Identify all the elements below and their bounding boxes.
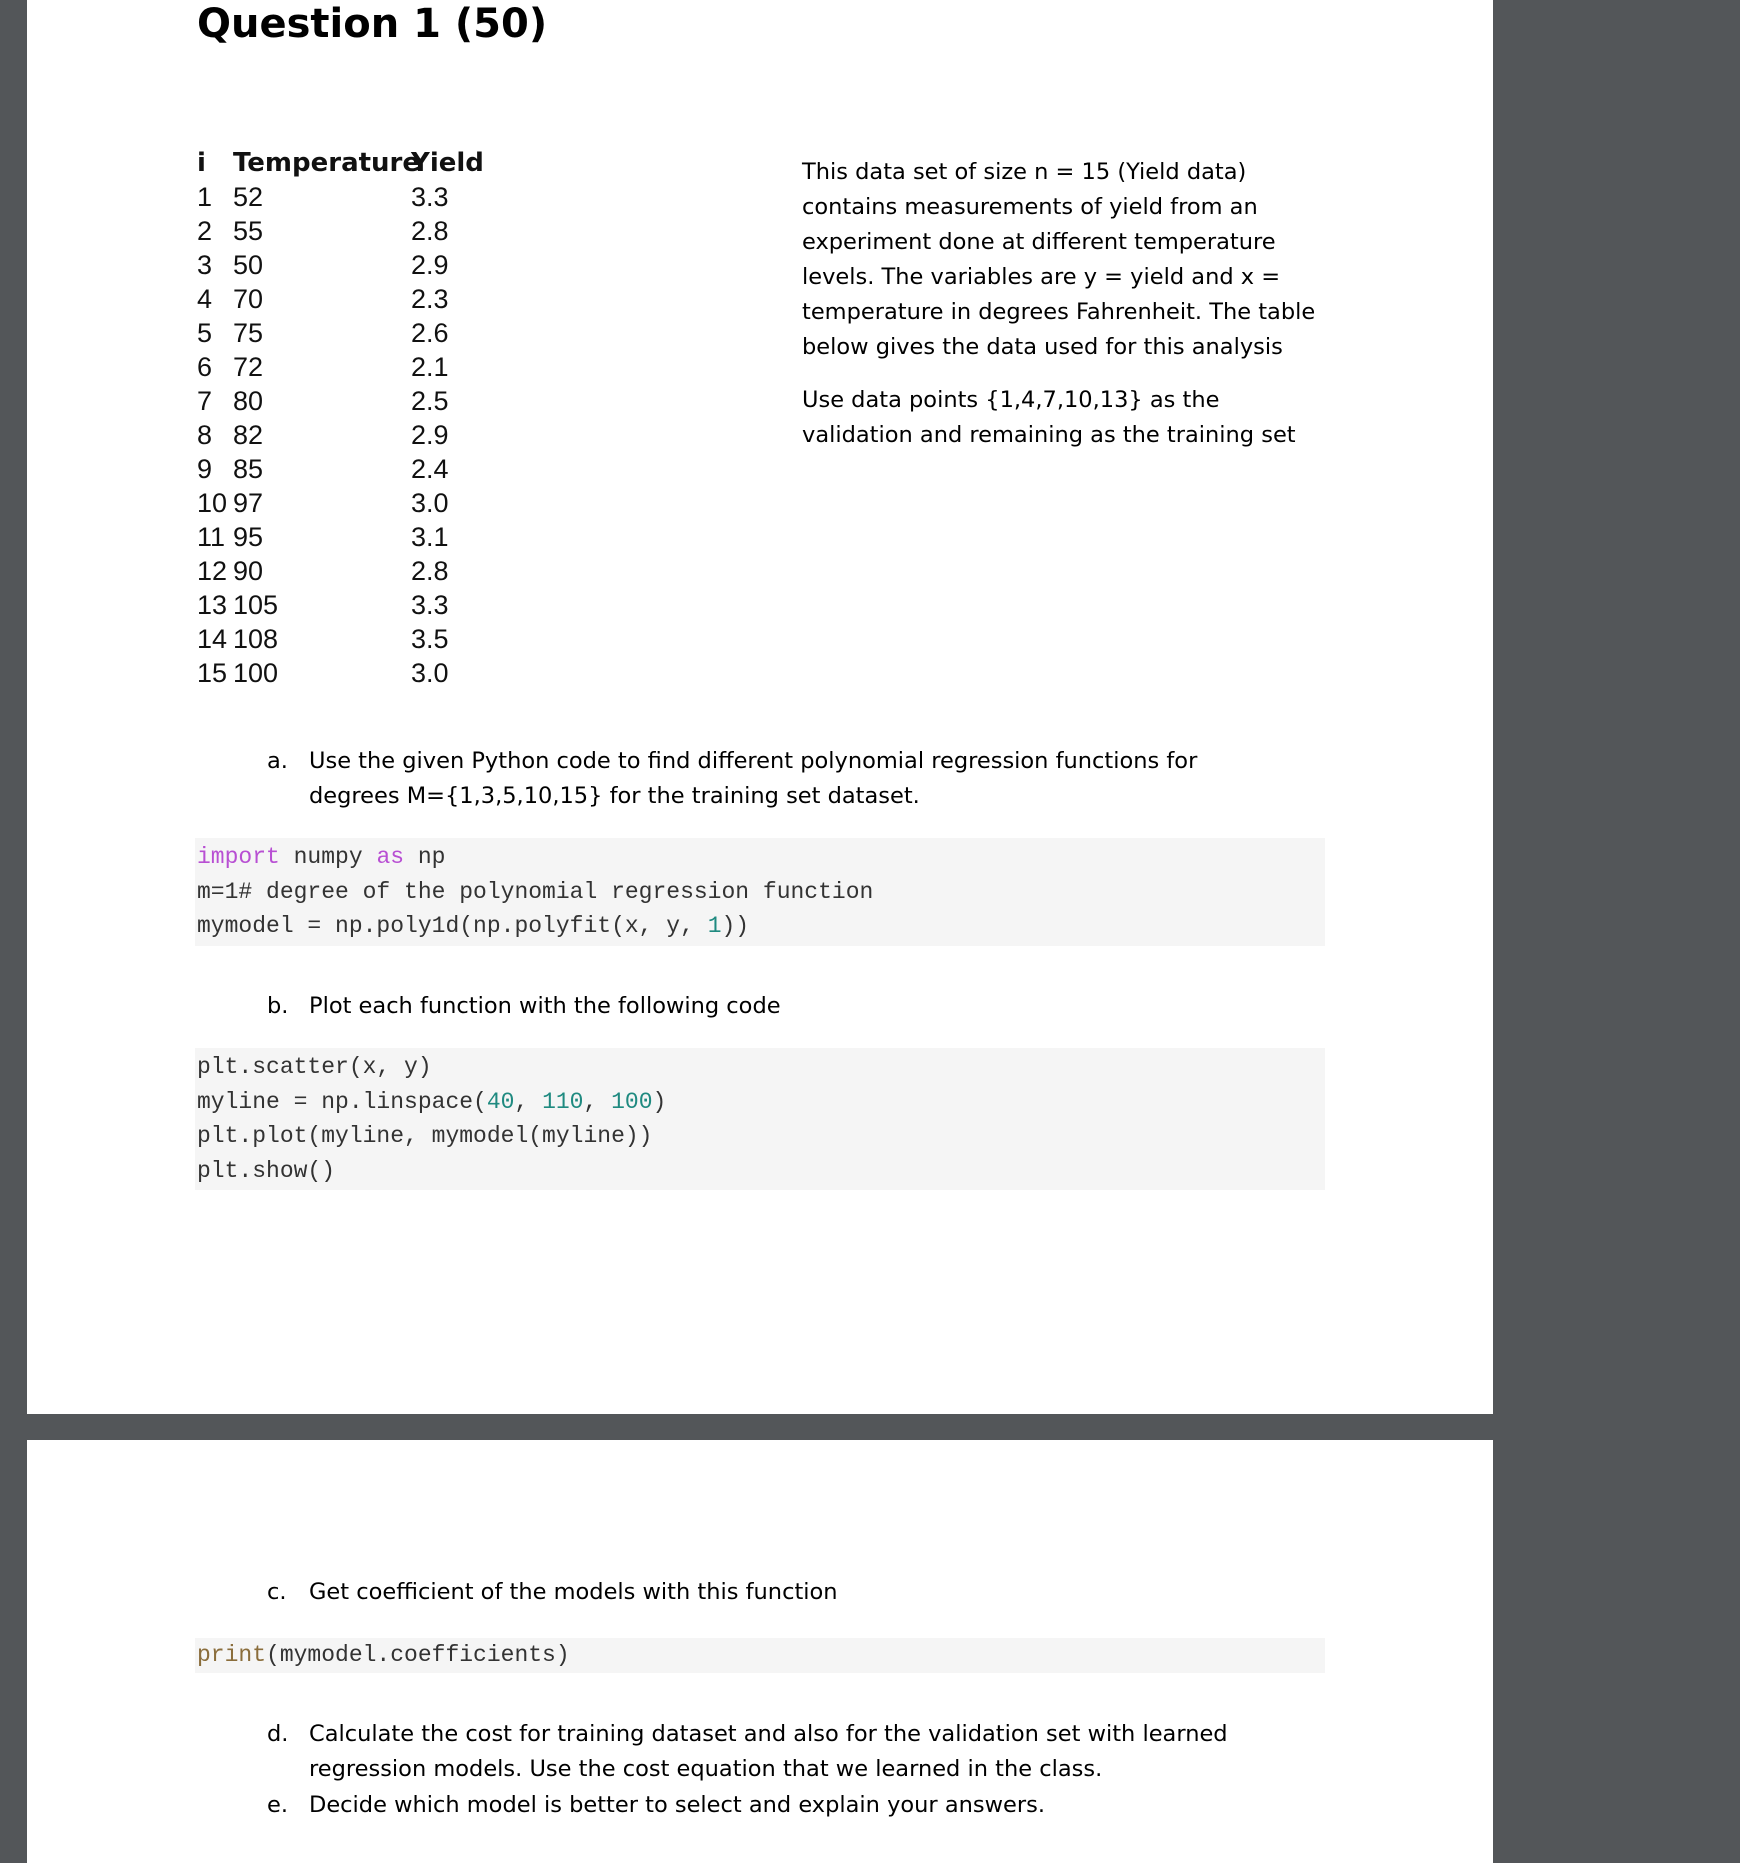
code-text: myline = np.linspace( <box>197 1088 487 1115</box>
item-d-label: d. <box>267 1721 289 1747</box>
item-b <box>267 989 1287 1024</box>
cell-i: 4 <box>197 284 213 314</box>
cell-i: 8 <box>197 420 213 450</box>
code-function: print <box>197 1642 267 1668</box>
code-text: np <box>404 844 446 870</box>
code-text: , <box>514 1088 543 1115</box>
table-row <box>197 248 491 282</box>
table-body <box>197 180 491 690</box>
code-line <box>195 840 1325 875</box>
cell-yield: 2.6 <box>411 318 449 348</box>
cell-yield: 2.9 <box>411 420 449 450</box>
table-row <box>197 384 491 418</box>
item-d <box>267 1717 1307 1787</box>
code-line <box>195 909 1325 944</box>
code-line <box>195 1085 1325 1120</box>
code-number: 110 <box>542 1088 584 1115</box>
cell-i: 9 <box>197 454 213 484</box>
item-d-text: Calculate the cost for training dataset and also for the validation set with learned regression models. Use the cost equation that we learned in the class. <box>309 1721 1228 1782</box>
cell-temperature: 90 <box>233 556 264 586</box>
page-2 <box>27 1440 1493 1863</box>
header-i: i <box>197 148 206 178</box>
cell-i: 2 <box>197 216 213 246</box>
cell-i: 12 <box>197 556 228 586</box>
cell-i: 7 <box>197 386 213 416</box>
table-row <box>197 452 491 486</box>
cell-temperature: 85 <box>233 454 264 484</box>
cell-i: 1 <box>197 182 213 212</box>
cell-temperature: 82 <box>233 420 264 450</box>
table-row <box>197 656 491 690</box>
code-text: numpy <box>279 844 377 870</box>
item-e-text: Decide which model is better to select and explain your answers. <box>309 1792 1045 1818</box>
table-row <box>197 316 491 350</box>
code-keyword: as <box>376 844 405 870</box>
cell-temperature: 97 <box>233 488 264 518</box>
table-row <box>197 622 491 656</box>
item-a <box>267 744 1287 814</box>
cell-temperature: 95 <box>233 522 264 552</box>
page-1 <box>27 0 1493 1414</box>
cell-temperature: 55 <box>233 216 264 246</box>
cell-yield: 3.5 <box>411 624 449 654</box>
code-line: plt.show() <box>197 1157 336 1184</box>
cell-i: 6 <box>197 352 213 382</box>
table-row <box>197 180 491 214</box>
table-row <box>197 520 491 554</box>
code-text: (mymodel.coefficients) <box>266 1642 570 1668</box>
item-b-label: b. <box>267 993 289 1019</box>
cell-i: 5 <box>197 318 213 348</box>
cell-i: 13 <box>197 590 228 620</box>
code-block-b <box>195 1048 1325 1190</box>
code-text: )) <box>721 913 750 939</box>
code-block-a <box>195 838 1325 946</box>
item-a-label: a. <box>267 748 288 774</box>
cell-temperature: 108 <box>233 624 279 654</box>
code-line: m=1# degree of the polynomial regression function <box>197 878 874 905</box>
cell-yield: 3.1 <box>411 522 449 552</box>
code-number: 100 <box>611 1088 653 1115</box>
header-yield: Yield <box>411 148 484 178</box>
header-temperature: Temperature <box>233 148 421 178</box>
code-text: ) <box>652 1088 667 1115</box>
cell-temperature: 100 <box>233 658 279 688</box>
cell-yield: 3.3 <box>411 590 449 620</box>
cell-yield: 3.3 <box>411 182 449 212</box>
cell-yield: 2.8 <box>411 556 449 586</box>
code-line <box>195 1638 1325 1673</box>
cell-yield: 2.3 <box>411 284 449 314</box>
table-row <box>197 486 491 520</box>
question-title: Question 1 (50) <box>197 1 548 47</box>
code-keyword: import <box>197 844 280 870</box>
cell-yield: 2.1 <box>411 352 449 382</box>
item-b-text: Plot each function with the following code <box>309 993 781 1019</box>
cell-temperature: 75 <box>233 318 264 348</box>
code-number: 1 <box>707 913 722 939</box>
cell-i: 14 <box>197 624 228 654</box>
cell-temperature: 80 <box>233 386 264 416</box>
cell-temperature: 50 <box>233 250 264 280</box>
cell-temperature: 72 <box>233 352 264 382</box>
code-text: , <box>583 1088 612 1115</box>
cell-yield: 3.0 <box>411 658 449 688</box>
cell-temperature: 105 <box>233 590 279 620</box>
code-number: 40 <box>486 1088 515 1115</box>
table-row <box>197 554 491 588</box>
description-paragraph-2: Use data points {1,4,7,10,13} as the validation and remaining as the training set <box>802 387 1296 448</box>
description-paragraph-1: This data set of size n = 15 (Yield data) contains measurements of yield from an experiment done at different temperature levels. The variables are y = yield and x = temperature in degrees Fahrenheit. The table below gives the data used for this analysis <box>802 159 1316 360</box>
cell-i: 3 <box>197 250 213 280</box>
cell-yield: 2.4 <box>411 454 449 484</box>
item-c-text: Get coefficient of the models with this function <box>309 1579 838 1605</box>
cell-i: 15 <box>197 658 228 688</box>
cell-yield: 3.0 <box>411 488 449 518</box>
table-row <box>197 214 491 248</box>
data-table <box>197 146 491 690</box>
code-line: plt.plot(myline, mymodel(myline)) <box>197 1123 653 1149</box>
table-row <box>197 418 491 452</box>
cell-temperature: 52 <box>233 182 264 212</box>
cell-yield: 2.5 <box>411 386 449 416</box>
table-header <box>197 146 491 180</box>
table-row <box>197 350 491 384</box>
code-line: plt.scatter(x, y) <box>197 1054 432 1080</box>
cell-i: 11 <box>197 522 226 552</box>
item-c-label: c. <box>267 1579 287 1605</box>
code-block-c <box>195 1638 1325 1673</box>
cell-yield: 2.9 <box>411 250 449 280</box>
table-row <box>197 282 491 316</box>
item-a-text: Use the given Python code to find different polynomial regression functions for degrees M={1,3,5,10,15} for the training set dataset. <box>309 748 1198 809</box>
cell-i: 10 <box>197 488 228 518</box>
table-row <box>197 588 491 622</box>
item-e <box>267 1788 1307 1823</box>
description <box>802 155 1322 471</box>
code-text: mymodel = np.poly1d(np.polyfit(x, y, <box>197 913 708 939</box>
cell-temperature: 70 <box>233 284 264 314</box>
cell-yield: 2.8 <box>411 216 449 246</box>
item-c <box>267 1575 1287 1610</box>
item-e-label: e. <box>267 1792 288 1818</box>
